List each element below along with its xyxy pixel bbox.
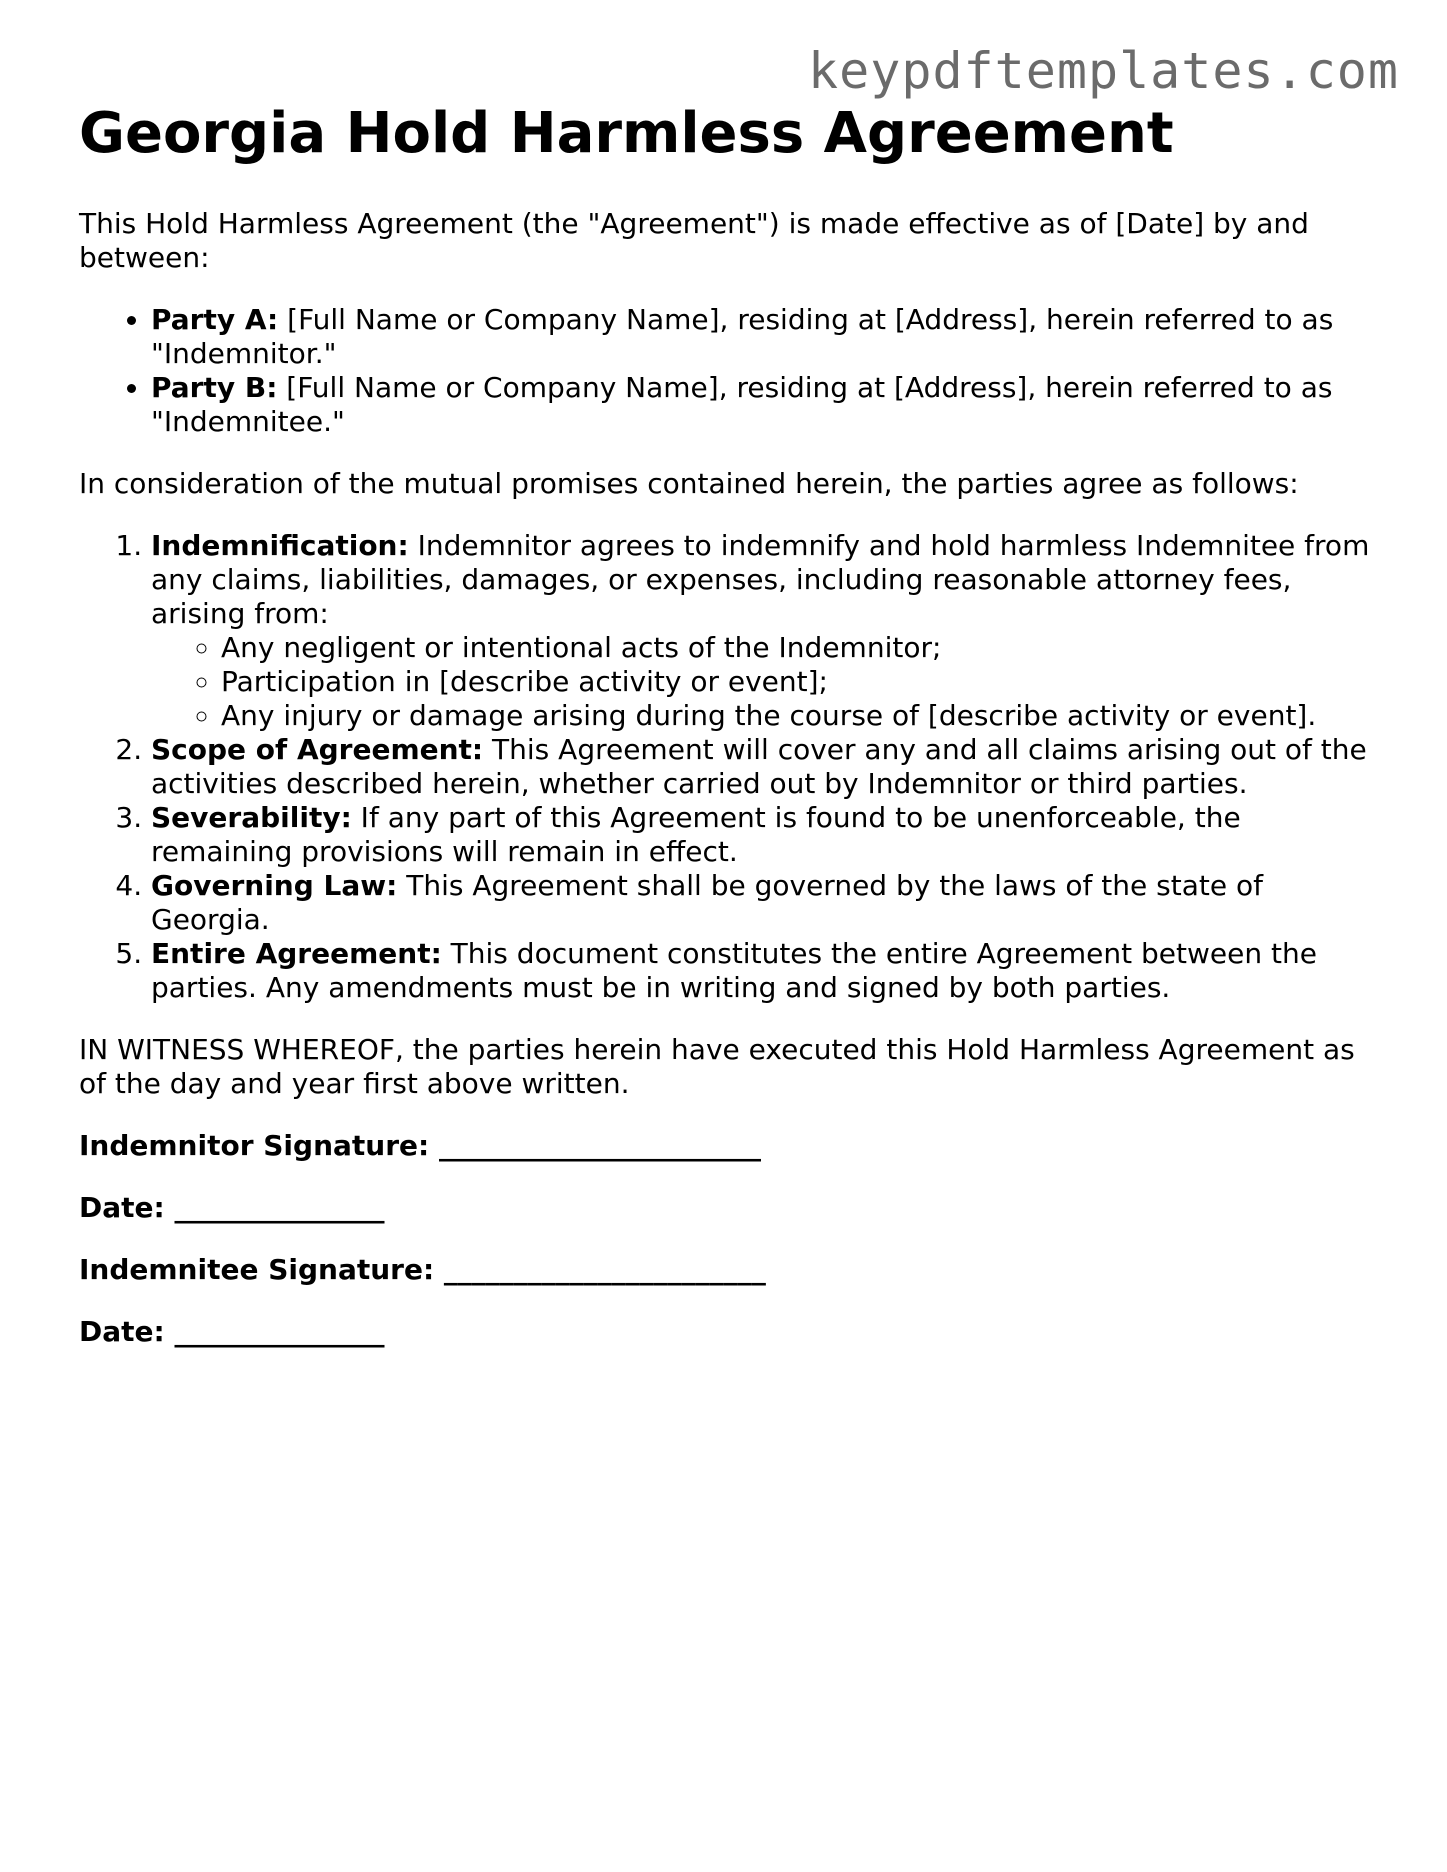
term-severability (151, 801, 1379, 869)
party-b-item (151, 371, 1379, 439)
indemnification-sublist (151, 631, 1379, 733)
indemnitor-signature-line: Indemnitor Signature: _______________________ (79, 1129, 761, 1163)
watermark: keypdftemplates.com (808, 42, 1399, 100)
term-label: Severability: (151, 801, 352, 835)
terms-list (79, 529, 1379, 1005)
party-a-text: [Full Name or Company Name], residing at [Address], herein referred to as "Indemnitor." (151, 303, 1334, 371)
sub-item: ◦ Participation in [describe activity or event]; (221, 665, 1379, 699)
party-b-label: Party B: (151, 371, 278, 405)
term-label: Indemnification: (151, 529, 409, 563)
sub-item: ◦ Any negligent or intentional acts of the Indemnitor; (221, 631, 1379, 665)
term-text: If any part of this Agreement is found to be unenforceable, the remaining provisions will remain in effect. (151, 801, 1241, 869)
term-text: This Agreement shall be governed by the laws of the state of Georgia. (151, 869, 1263, 937)
term-text: This Agreement will cover any and all claims arising out of the activities described herein, whether carried out by Indemnitor or third parties. (151, 733, 1367, 801)
term-label: Governing Law: (151, 869, 398, 903)
witness-paragraph: IN WITNESS WHEREOF, the parties herein have executed this Hold Harmless Agreement as of the day and year first above written. (79, 1033, 1355, 1101)
term-label: Entire Agreement: (151, 937, 442, 971)
term-governing-law (151, 869, 1379, 937)
term-indemnification (151, 529, 1379, 733)
consideration-paragraph: In consideration of the mutual promises contained herein, the parties agree as follows: (79, 467, 1299, 501)
party-a-label: Party A: (151, 303, 279, 337)
indemnitee-date-line: Date: _______________ (79, 1315, 385, 1349)
term-scope (151, 733, 1379, 801)
party-a-item (151, 303, 1379, 371)
intro-paragraph: This Hold Harmless Agreement (the "Agreement") is made effective as of [Date] by and between: (79, 207, 1309, 275)
parties-list (79, 303, 1379, 439)
term-entire-agreement (151, 937, 1379, 1005)
term-text: This document constitutes the entire Agreement between the parties. Any amendments must be in writing and signed by both parties. (151, 937, 1317, 1005)
term-text: Indemnitor agrees to indemnify and hold harmless Indemnitee from any claims, liabilities, damages, or expenses, including reasonable attorney fees, arising from: (151, 529, 1370, 631)
sub-item: ◦ Any injury or damage arising during the course of [describe activity or event]. (221, 699, 1379, 733)
indemnitor-date-line: Date: _______________ (79, 1191, 385, 1225)
indemnitee-signature-line: Indemnitee Signature: _______________________ (79, 1253, 766, 1287)
document-page (79, 100, 1379, 1349)
term-label: Scope of Agreement: (151, 733, 484, 767)
party-b-text: [Full Name or Company Name], residing at [Address], herein referred to as "Indemnitee." (151, 371, 1333, 439)
document-title: Georgia Hold Harmless Agreement (79, 101, 1174, 166)
